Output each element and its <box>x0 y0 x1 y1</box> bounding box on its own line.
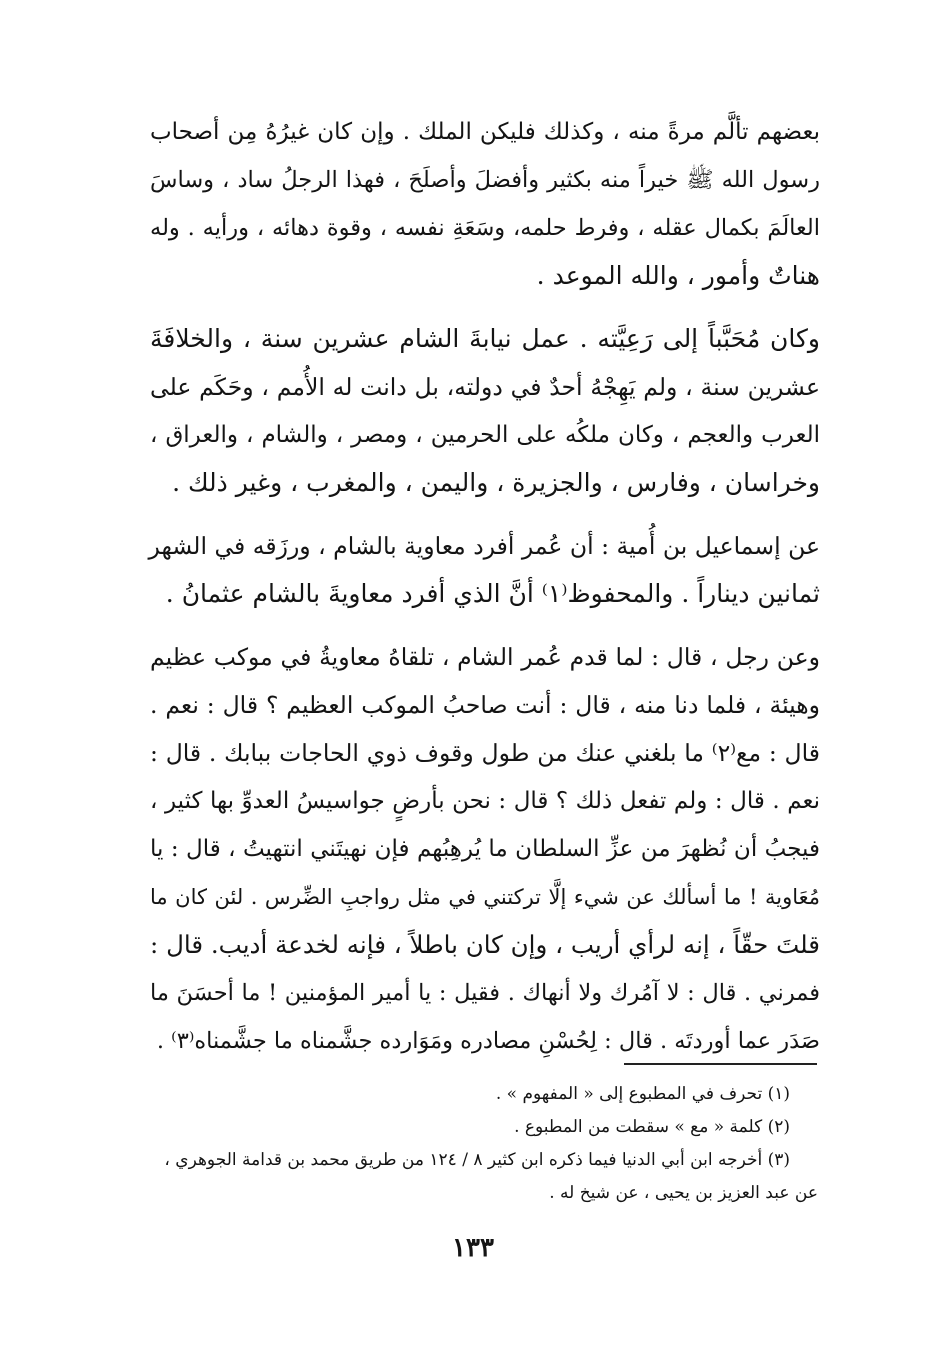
page-number: ١٣٣ <box>452 1233 494 1263</box>
paragraph-3 <box>150 522 820 618</box>
text-line: ثمانين ديناراً . والمحفوظ⁽١⁾ أنَّ الذي أفرد معاويةَ بالشام عثمانُ . <box>165 579 820 608</box>
text-line: وكان مُحَبَّباً إلى رَعِيَّته . عمل نيابةَ الشام عشرين سنة ، والخلافَةَ <box>150 324 820 353</box>
text-line: قال : مع⁽٢⁾ ما بلغني عنك من طول وقوف ذوي الحاجات ببابك . قال : <box>150 739 820 767</box>
text-line: عشرين سنة ، ولم يَهِجْهُ أحدٌ في دولته، بل دانت له الأُمم ، وحَكَم على <box>150 373 820 401</box>
text-line: فيجبُ أن نُظهرَ من عزِّ السلطان ما يُرهِبُهم فإن نهيتَني انتهيتُ ، قال : يا <box>150 836 820 862</box>
text-line: العرب والعجم ، وكان ملكُه على الحرمين ، ومصر ، والشام ، والعراق ، <box>150 422 820 448</box>
text-line: قلتَ حقّاً ، إنه لرأي أريب ، وإن كان باطلاً ، فإنه لخدعة أديب. قال : <box>150 930 820 959</box>
footnote-3: (٣) أخرجه ابن أبي الدنيا فيما ذكره ابن كثير ٨ / ١٢٤ من طريق محمد بن قدامة الجوهري ، <box>164 1150 790 1170</box>
text-line: صَدَر عما أوردتَه . قال : لِحُسْنِ مصادره ومَوَارده جشَّمناه ما جشَّمناه⁽٣⁾ . <box>156 1028 820 1054</box>
paragraph-2 <box>150 315 820 507</box>
text-line: هناتٌ وأمور ، والله الموعد . <box>536 261 820 290</box>
main-text <box>150 108 820 1080</box>
text-line: فمرني . قال : لا آمُرك ولا أنهاك . فقيل : يا أمير المؤمنين ! ما أحسَنَ ما <box>150 980 820 1006</box>
text-line: وهيئة ، فلما دنا منه ، قال : أنت صاحبُ الموكب العظيم ؟ قال : نعم . <box>150 691 820 719</box>
footnote-3-continuation: عن عبد العزيز بن يحيى ، عن شيخ له . <box>549 1183 818 1203</box>
paragraph-4 <box>150 633 820 1065</box>
text-line: عن إسماعيل بن أُمية : أن عُمر أفرد معاوية بالشام ، ورزَقه في الشهر <box>148 532 820 560</box>
text-line: نعم . قال : ولم تفعل ذلك ؟ قال : نحن بأرضٍ جواسيسُ العدوِّ بها كثير ، <box>150 788 820 814</box>
text-line: رسول الله ﷺ خيراً منه بكثير وأفضلَ وأصلَحَ ، فهذا الرجلُ ساد ، وساسَ <box>150 167 820 193</box>
text-line: مُعَاوية ! ما أسألك عن شيء إلَّا تركتني في مثل رواجبِ الضِّرس . لئن كان ما <box>150 885 820 909</box>
footnote-divider <box>624 1063 817 1065</box>
text-line: العالَمَ بكمال عقله ، وفرط حلمه، وسَعَةِ نفسه ، وقوة دهائه ، ورأيه . وله <box>150 215 820 241</box>
paragraph-1 <box>150 108 820 300</box>
text-line: وعن رجل ، قال : لما قدم عُمر الشام ، تلقاهُ معاويةُ في موكب عظيم <box>150 643 820 671</box>
footnotes <box>150 1078 818 1210</box>
footnote-1: (١) تحرف في المطبوع إلى « المفهوم » . <box>495 1084 790 1104</box>
text-line: بعضهم تألَّم مرةً منه ، وكذلك فليكن الملك . وإن كان غيرُهُ مِن أصحاب <box>150 119 820 145</box>
footnote-2: (٢) كلمة « مع » سقطت من المطبوع . <box>514 1117 790 1137</box>
text-line: وخراسان ، وفارس ، والجزيرة ، واليمن ، والمغرب ، وغير ذلك . <box>172 468 820 497</box>
